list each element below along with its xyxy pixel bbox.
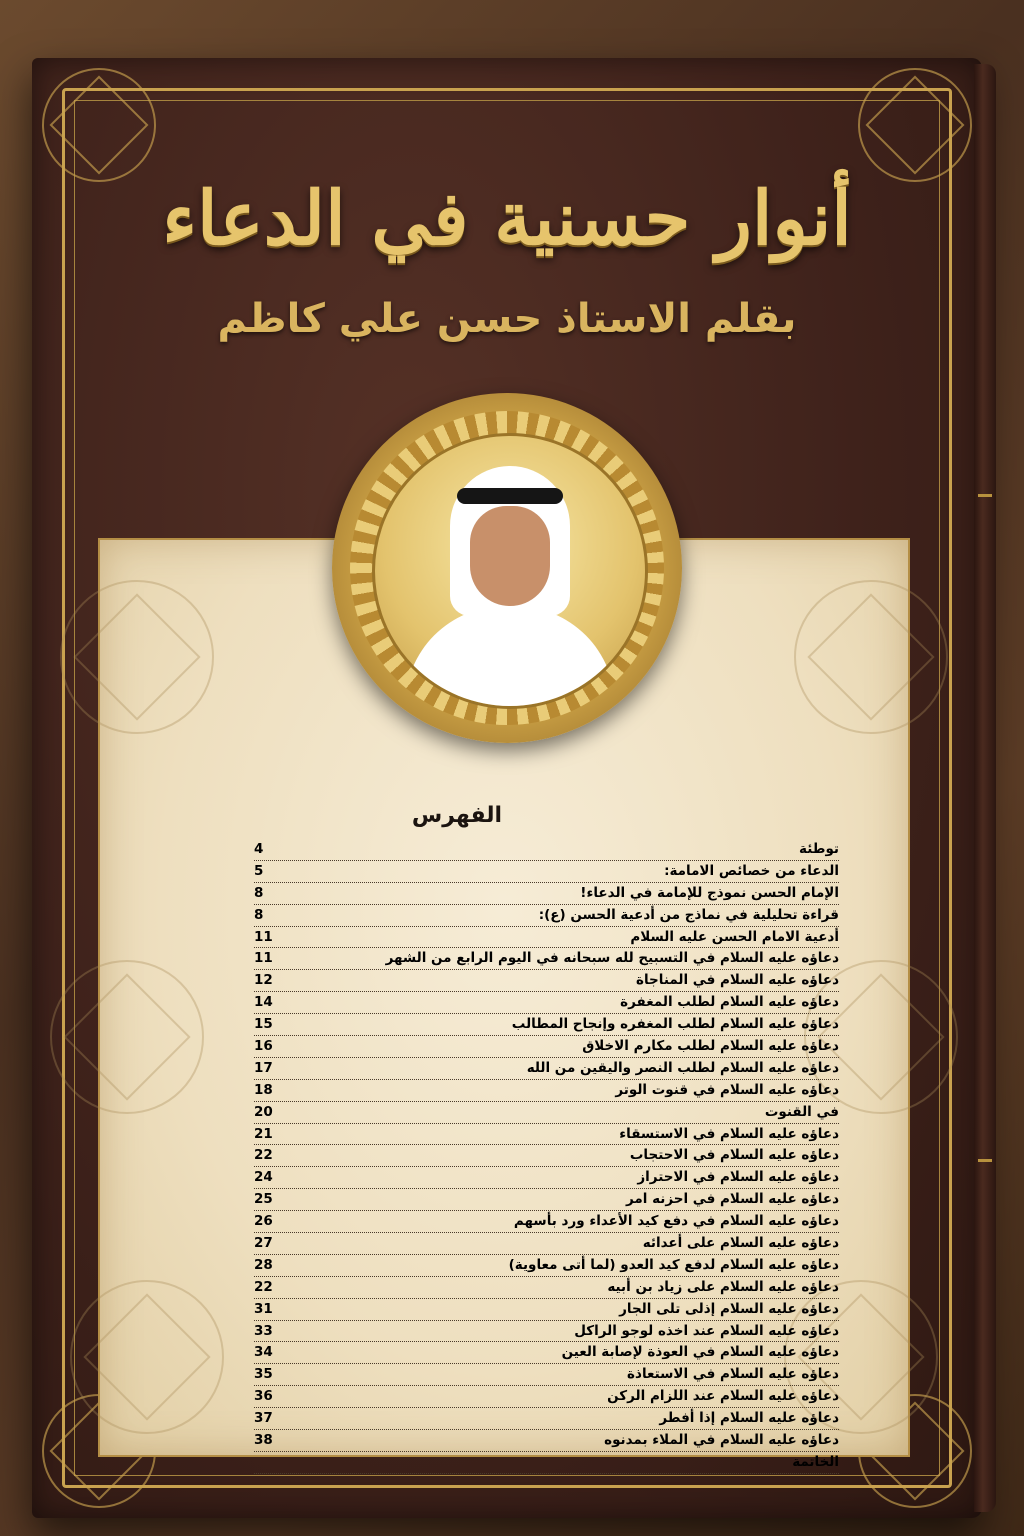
- book-author: بقلم الاستاذ حسن علي كاظم: [217, 296, 797, 342]
- toc-row: [254, 883, 839, 905]
- toc-entry-page: 16: [254, 1038, 273, 1055]
- toc-entry-title: الخاتمة: [792, 1453, 839, 1470]
- toc-entry-page: 28: [254, 1256, 273, 1273]
- toc-row: [254, 1058, 839, 1080]
- toc-row: [254, 1452, 839, 1474]
- toc-row: [254, 839, 839, 861]
- toc-row: [254, 970, 839, 992]
- toc-row: [254, 1277, 839, 1299]
- face: [470, 506, 550, 606]
- toc-row: [254, 1145, 839, 1167]
- toc-entry-page: 24: [254, 1169, 273, 1186]
- corner-ornament-icon: [858, 68, 972, 182]
- toc-entry-page: 31: [254, 1300, 273, 1317]
- toc-row: [254, 1014, 839, 1036]
- toc-entry-page: 35: [254, 1366, 273, 1383]
- corner-ornament-icon: [42, 68, 156, 182]
- toc-entry-title: دعاؤه عليه السلام إذا أفطر: [659, 1410, 839, 1427]
- toc-row: [254, 1342, 839, 1364]
- toc-entry-page: 34: [254, 1344, 273, 1361]
- toc-row: [254, 1255, 839, 1277]
- toc-row: [254, 1233, 839, 1255]
- toc-entry-page: 38: [254, 1432, 273, 1449]
- toc-entry-title: دعاؤه عليه السلام في الملاء بمدنوه: [604, 1432, 839, 1449]
- toc-entry-page: 33: [254, 1322, 273, 1339]
- arabesque-ornament-icon: [794, 580, 948, 734]
- toc-row: [254, 1430, 839, 1452]
- toc-entry-page: 12: [254, 972, 273, 989]
- toc-row: [254, 1321, 839, 1343]
- toc-row: [254, 905, 839, 927]
- toc-entry-title: دعاؤه عليه السلام إذلى تلى الجار: [619, 1300, 839, 1317]
- toc-entry-page: 15: [254, 1016, 273, 1033]
- arabesque-ornament-icon: [70, 1280, 224, 1434]
- toc-entry-title: دعاؤه عليه السلام في التسبيح لله سبحانه في اليوم الرابع من الشهر: [385, 950, 839, 967]
- toc-entry-page: 4: [254, 841, 264, 857]
- toc-entry-title: الإمام الحسن نموذج للإمامة في الدعاء!: [580, 884, 839, 901]
- toc-entry-title: توطئة: [799, 841, 839, 857]
- toc-entry-page: 21: [254, 1125, 273, 1142]
- toc-entry-page: 5: [254, 862, 264, 879]
- toc-entry-page: 37: [254, 1410, 273, 1427]
- author-portrait-medallion: [332, 393, 682, 743]
- toc-entry-page: 8: [254, 906, 264, 923]
- toc-entry-title: دعاؤه عليه السلام في الاستسقاء: [619, 1125, 839, 1142]
- toc-entry-page: 27: [254, 1235, 273, 1252]
- agal: [457, 488, 563, 504]
- toc-entry-title: دعاؤه عليه السلام في الاستعاذة: [627, 1366, 839, 1383]
- book-cover: [32, 58, 982, 1518]
- toc-entry-title: دعاؤه عليه السلام في قنوت الوتر: [615, 1081, 839, 1098]
- toc-entry-page: 25: [254, 1191, 273, 1208]
- toc-row: [254, 1299, 839, 1321]
- toc-entry-page: 17: [254, 1059, 273, 1076]
- toc-entry-title: قراءة تحليلية في نماذج من أدعية الحسن (ع):: [538, 906, 839, 923]
- toc-entry-page: 14: [254, 994, 273, 1011]
- toc-entry-title: دعاؤه عليه السلام لطلب المغفره وإنجاح المطالب: [511, 1016, 839, 1033]
- toc-row: [254, 1167, 839, 1189]
- toc-entry-page: 8: [254, 884, 264, 901]
- toc-entry-page: 26: [254, 1213, 273, 1230]
- toc-entry-title: دعاؤه عليه السلام لطلب المغفرة: [620, 994, 839, 1011]
- toc-entry-title: دعاؤه عليه السلام في الاحتراز: [637, 1169, 839, 1186]
- toc-entry-title: دعاؤه عليه السلام في المناجاة: [636, 972, 839, 989]
- toc-entry-page: 36: [254, 1388, 273, 1405]
- toc-entry-page: 11: [254, 928, 273, 945]
- toc-entry-title: دعاؤه عليه السلام على زياد بن أبيه: [607, 1278, 839, 1295]
- toc-entry-title: دعاؤه عليه السلام في العوذة لإصابة العين: [561, 1344, 839, 1361]
- toc-row: [254, 1036, 839, 1058]
- toc-row: [254, 861, 839, 883]
- toc-entry-title: دعاؤه عليه السلام في الاحتجاب: [629, 1147, 839, 1164]
- toc-entry-page: 20: [254, 1103, 273, 1120]
- toc-heading: الفهرس: [411, 803, 503, 828]
- toc-entry-title: في القنوت: [764, 1103, 839, 1120]
- toc-row: [254, 1364, 839, 1386]
- toc-entry-title: دعاؤه عليه السلام لطلب مكارم الاخلاق: [582, 1038, 839, 1055]
- toc-row: [254, 1386, 839, 1408]
- book-title: أنوار حسنية في الدعاء: [162, 176, 852, 262]
- toc-row: [254, 1189, 839, 1211]
- toc-row: [254, 1102, 839, 1124]
- thobe: [405, 606, 615, 709]
- book-spine: [974, 64, 996, 1512]
- author-photo: [372, 433, 648, 709]
- toc-entry-page: 18: [254, 1081, 273, 1098]
- toc-row: [254, 1124, 839, 1146]
- arabesque-ornament-icon: [50, 960, 204, 1114]
- toc-row: [254, 927, 839, 949]
- toc-list: [254, 839, 839, 1474]
- toc-row: [254, 992, 839, 1014]
- toc-entry-title: الدعاء من خصائص الامامة:: [664, 862, 839, 879]
- toc-entry-page: 11: [254, 950, 273, 967]
- toc-entry-title: دعاؤه عليه السلام لطلب النصر واليقين من الله: [526, 1059, 839, 1076]
- toc-entry-title: أدعية الامام الحسن عليه السلام: [630, 928, 839, 945]
- toc-entry-title: دعاؤه عليه السلام على أعدائه: [642, 1235, 839, 1252]
- toc-entry-page: 22: [254, 1278, 273, 1295]
- toc-row: [254, 1408, 839, 1430]
- toc-entry-title: دعاؤه عليه السلام في احزنه امر: [626, 1191, 839, 1208]
- toc-entry-title: دعاؤه عليه السلام عند اللزام الركن: [607, 1388, 839, 1405]
- toc-entry-title: دعاؤه عليه السلام عند اخذه لوجو الراكل: [574, 1322, 839, 1339]
- toc-row: [254, 1080, 839, 1102]
- arabesque-ornament-icon: [60, 580, 214, 734]
- toc-row: [254, 1211, 839, 1233]
- toc-entry-title: دعاؤه عليه السلام لدفع كيد العدو (لما أتى معاوية): [508, 1256, 839, 1273]
- toc-entry-page: 22: [254, 1147, 273, 1164]
- toc-entry-title: دعاؤه عليه السلام في دفع كيد الأعداء ورد بأسهم: [513, 1213, 839, 1230]
- toc-row: [254, 948, 839, 970]
